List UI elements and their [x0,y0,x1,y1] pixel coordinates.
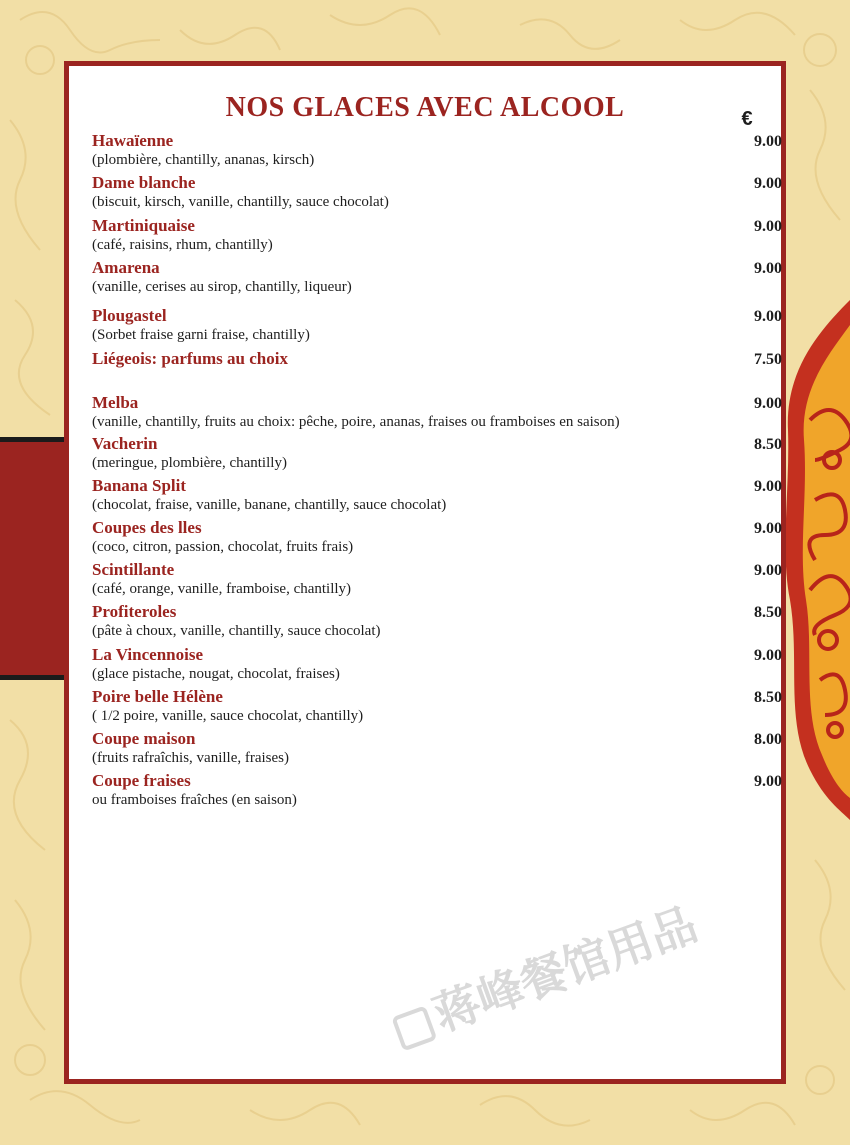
item-name: Amarena [92,258,160,277]
item-description: (biscuit, kirsch, vanille, chantilly, sauce chocolat) [92,194,389,210]
menu-item [92,173,782,212]
item-price: 9.00 [754,520,782,537]
item-price: 9.00 [754,175,782,192]
item-price: 8.00 [754,731,782,748]
item-name: Scintillante [92,560,175,579]
item-description: ou framboises fraîches (en saison) [92,792,297,808]
menu-item [92,258,782,297]
item-description: (fruits rafraîchis, vanille, fraises) [92,750,289,766]
item-price: 9.00 [754,218,782,235]
item-description: (Sorbet fraise garni fraise, chantilly) [92,327,310,343]
item-name: Vacherin [92,434,158,453]
menu-item [92,434,782,473]
menu-item [92,393,782,432]
menu-item [92,729,782,768]
menu-item [92,771,782,810]
item-name: La Vincennoise [92,645,203,664]
item-price: 8.50 [754,689,782,706]
item-description: (glace pistache, nougat, chocolat, fraises) [92,666,340,682]
item-price: 9.00 [754,395,782,412]
item-price: 8.50 [754,604,782,621]
item-name: Hawaïenne [92,131,174,150]
right-ornament-decoration [780,300,850,820]
item-name: Dame blanche [92,173,196,192]
item-description: (plombière, chantilly, ananas, kirsch) [92,152,315,168]
menu-item [92,518,782,557]
menu-item [92,687,782,726]
item-price: 9.00 [754,308,782,325]
menu-item [92,476,782,515]
menu-item [92,216,782,255]
item-price: 9.00 [754,773,782,790]
item-description: (coco, citron, passion, chocolat, fruits frais) [92,539,354,555]
item-name: Profiteroles [92,602,177,621]
item-description: (café, orange, vanille, framboise, chantilly) [92,581,352,597]
item-description: (chocolat, fraise, vanille, banane, chantilly, sauce chocolat) [92,497,447,513]
item-price: 9.00 [754,478,782,495]
item-name: Banana Split [92,476,187,495]
item-price: 9.00 [754,260,782,277]
menu-item [92,560,782,599]
item-description: (vanille, chantilly, fruits au choix: pêche, poire, ananas, fraises ou framboises en saison) [92,414,620,430]
menu-title: NOS GLACES AVEC ALCOOL [225,92,625,123]
item-name: Martiniquaise [92,216,195,235]
item-name: Coupe fraises [92,771,191,790]
item-price: 8.50 [754,436,782,453]
item-name: Coupe maison [92,729,196,748]
item-price: 7.50 [754,351,782,368]
currency-header: € [741,108,753,130]
item-name: Plougastel [92,306,167,325]
menu-item [92,131,782,170]
item-description: (café, raisins, rhum, chantilly) [92,237,273,253]
item-description: (vanille, cerises au sirop, chantilly, liqueur) [92,279,352,295]
menu-item [92,602,782,641]
left-decorative-band [0,437,68,680]
item-name: Poire belle Hélène [92,687,223,706]
item-price: 9.00 [754,562,782,579]
menu-item [92,645,782,684]
item-name: Liégeois: parfums au choix [92,349,288,368]
item-name: Melba [92,393,139,412]
menu-item [92,306,782,345]
menu-item [92,349,782,369]
item-description: ( 1/2 poire, vanille, sauce chocolat, chantilly) [92,708,364,724]
item-price: 9.00 [754,133,782,150]
item-price: 9.00 [754,647,782,664]
item-name: Coupes des lles [92,518,202,537]
item-description: (meringue, plombière, chantilly) [92,455,287,471]
item-description: (pâte à choux, vanille, chantilly, sauce chocolat) [92,623,381,639]
watermark-text: 蒋峰餐馆用品 [426,896,705,1042]
